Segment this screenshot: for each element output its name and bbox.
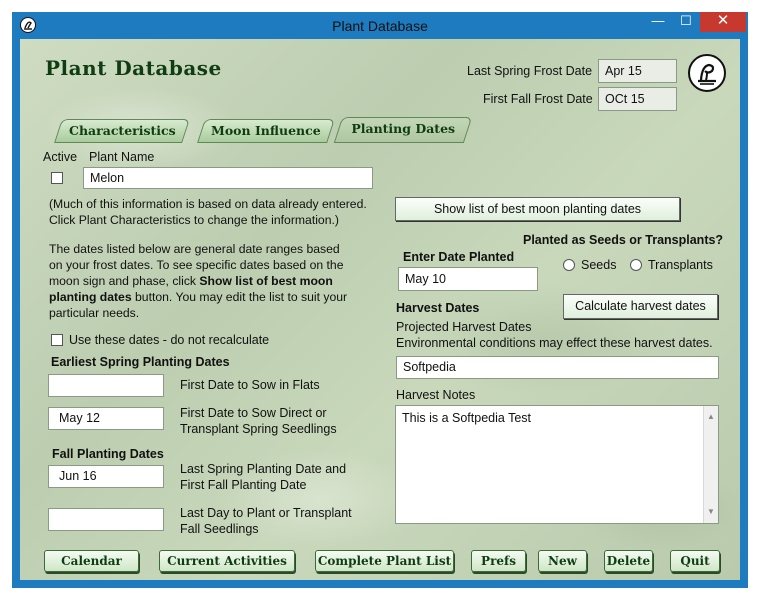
dates-line-4-post: button. You may edit the list to suit your: [131, 290, 348, 304]
window-title: Plant Database: [332, 18, 428, 34]
harvest-notes-text: This is a Softpedia Test: [402, 411, 532, 425]
fall-planting-heading: Fall Planting Dates: [52, 447, 164, 461]
environmental-note-label: Environmental conditions may effect these harvest dates.: [396, 336, 713, 350]
tab-planting-dates-label: Planting Dates: [351, 121, 456, 136]
first-sow-direct-label: [180, 405, 337, 437]
content-area: [20, 39, 740, 580]
earliest-spring-heading: Earliest Spring Planting Dates: [51, 355, 230, 369]
info-paragraph: [49, 196, 367, 228]
window-border-left: [12, 39, 20, 588]
transplants-radio[interactable]: [630, 259, 642, 271]
title-bar[interactable]: [12, 12, 748, 39]
projected-harvest-label: Projected Harvest Dates: [396, 320, 532, 334]
minimize-button[interactable]: —: [651, 13, 665, 28]
first-sow-flats-input[interactable]: [48, 374, 164, 397]
last-spring-plant-line-2: First Fall Planting Date: [180, 478, 307, 492]
transplants-label: Transplants: [648, 258, 713, 272]
show-moon-dates-button[interactable]: Show list of best moon planting dates: [395, 197, 680, 221]
calendar-button[interactable]: Calendar: [44, 550, 139, 572]
dates-line-4-bold: planting dates: [49, 290, 132, 304]
info-line-1: (Much of this information is based on data already entered.: [49, 197, 367, 211]
projected-harvest-field[interactable]: Softpedia: [396, 356, 719, 379]
harvest-notes-label: Harvest Notes: [396, 388, 476, 402]
first-fall-frost-label: First Fall Frost Date: [483, 92, 593, 106]
first-sow-direct-input[interactable]: May 12: [48, 407, 164, 430]
scroll-down-icon[interactable]: ▼: [707, 507, 715, 516]
dates-line-1: The dates listed below are general date ranges based: [49, 242, 340, 256]
last-spring-plant-label: [180, 461, 346, 493]
plant-logo-icon: [688, 54, 726, 92]
active-label: Active: [43, 150, 78, 164]
dates-line-3-pre: moon sign and phase, click: [49, 274, 200, 288]
quit-button[interactable]: Quit: [670, 550, 720, 572]
plant-logo-glyph: [690, 56, 724, 90]
window-border-right: [740, 39, 748, 588]
tab-moon-influence[interactable]: [197, 119, 335, 143]
calculate-harvest-button[interactable]: Calculate harvest dates: [563, 294, 718, 319]
current-activities-button[interactable]: Current Activities: [159, 550, 295, 572]
last-spring-plant-line-1: Last Spring Planting Date and: [180, 462, 347, 476]
first-fall-frost-field[interactable]: OCt 15: [598, 87, 677, 111]
first-sow-flats-label: First Date to Sow in Flats: [180, 378, 320, 392]
tab-moon-influence-label: Moon Influence: [211, 123, 321, 138]
last-day-fall-label: [180, 505, 352, 537]
date-planted-input[interactable]: May 10: [398, 267, 538, 291]
delete-button[interactable]: Delete: [604, 550, 653, 572]
window-border-bottom: [12, 580, 748, 588]
plant-name-input[interactable]: Melon: [83, 167, 373, 189]
active-checkbox[interactable]: [51, 172, 63, 184]
planted-as-label: Planted as Seeds or Transplants?: [523, 233, 724, 247]
last-spring-frost-label: Last Spring Frost Date: [467, 64, 593, 78]
info-line-2: Click Plant Characteristics to change the information.): [49, 213, 339, 227]
complete-plant-list-button[interactable]: Complete Plant List: [315, 550, 454, 572]
prefs-button[interactable]: Prefs: [471, 550, 526, 572]
tab-characteristics-label: Characteristics: [68, 123, 176, 138]
use-dates-label: Use these dates - do not recalculate: [69, 333, 270, 347]
dates-line-5: particular needs.: [49, 306, 140, 320]
maximize-button[interactable]: ☐: [680, 13, 692, 28]
last-spring-plant-input[interactable]: Jun 16: [48, 465, 164, 488]
app-title: Plant Database: [45, 56, 222, 80]
dates-paragraph: [49, 241, 347, 321]
dates-line-3: [49, 273, 347, 289]
dates-line-4: [49, 289, 347, 305]
last-day-fall-line-2: Fall Seedlings: [180, 522, 259, 536]
seeds-radio[interactable]: [563, 259, 575, 271]
tab-planting-dates[interactable]: [334, 117, 472, 143]
first-sow-direct-line-1: First Date to Sow Direct or: [180, 406, 327, 420]
scroll-up-icon[interactable]: ▲: [707, 412, 715, 421]
enter-date-planted-label: Enter Date Planted: [403, 250, 515, 264]
dates-line-3-bold: Show list of best moon: [199, 274, 333, 288]
harvest-notes-textarea[interactable]: [395, 405, 719, 524]
dates-line-2: on your frost dates. To see specific dates based on the: [49, 258, 344, 272]
last-day-fall-line-1: Last Day to Plant or Transplant: [180, 506, 352, 520]
harvest-notes-scrollbar[interactable]: [703, 406, 718, 523]
harvest-dates-label: Harvest Dates: [396, 301, 480, 315]
tab-characteristics[interactable]: [54, 119, 190, 143]
plant-name-label: Plant Name: [89, 150, 155, 164]
last-day-fall-input[interactable]: [48, 508, 164, 531]
close-button[interactable]: ✕: [700, 12, 746, 32]
seeds-label: Seeds: [581, 258, 617, 272]
last-spring-frost-field[interactable]: Apr 15: [598, 59, 677, 83]
first-sow-direct-line-2: Transplant Spring Seedlings: [180, 422, 337, 436]
use-dates-checkbox[interactable]: [51, 334, 63, 346]
new-button[interactable]: New: [538, 550, 587, 572]
